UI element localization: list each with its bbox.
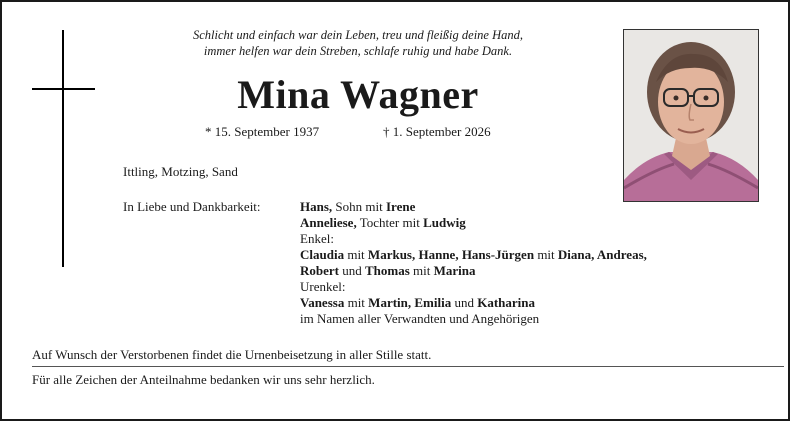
- mourner-line: Claudia mit Markus, Hanne, Hans-Jürgen mit Diana, Andreas,: [300, 247, 647, 262]
- burial-note: Auf Wunsch der Verstorbenen findet die Urnenbeisetzung in aller Stille statt.: [32, 347, 432, 362]
- mourner-line: Robert und Thomas mit Marina: [300, 263, 476, 278]
- portrait-photo: [623, 29, 759, 202]
- mourner-line: im Namen aller Verwandten und Angehörigen: [300, 311, 540, 326]
- mourner-line: Vanessa mit Martin, Emilia und Katharina: [300, 295, 536, 310]
- divider: [32, 366, 784, 367]
- thanks-note: Für alle Zeichen der Anteilnahme bedanken wir uns sehr herzlich.: [32, 372, 375, 387]
- mourner-line: Urenkel:: [300, 279, 346, 294]
- deceased-name: Mina Wagner: [237, 72, 479, 117]
- quote-line-1: Schlicht und einfach war dein Leben, treu und fleißig deine Hand,: [192, 28, 524, 42]
- birth-date: * 15. September 1937: [205, 124, 320, 139]
- quote-line-2: immer helfen war dein Streben, schlafe ruhig und habe Dank.: [203, 44, 513, 58]
- mourner-line: Anneliese, Tochter mit Ludwig: [300, 215, 466, 230]
- death-date: † 1. September 2026: [383, 124, 491, 139]
- mourner-line: Enkel:: [300, 231, 334, 246]
- places: Ittling, Motzing, Sand: [123, 164, 238, 179]
- mourners-intro: In Liebe und Dankbarkeit:: [123, 199, 261, 214]
- mourner-line: Hans, Sohn mit Irene: [300, 199, 416, 214]
